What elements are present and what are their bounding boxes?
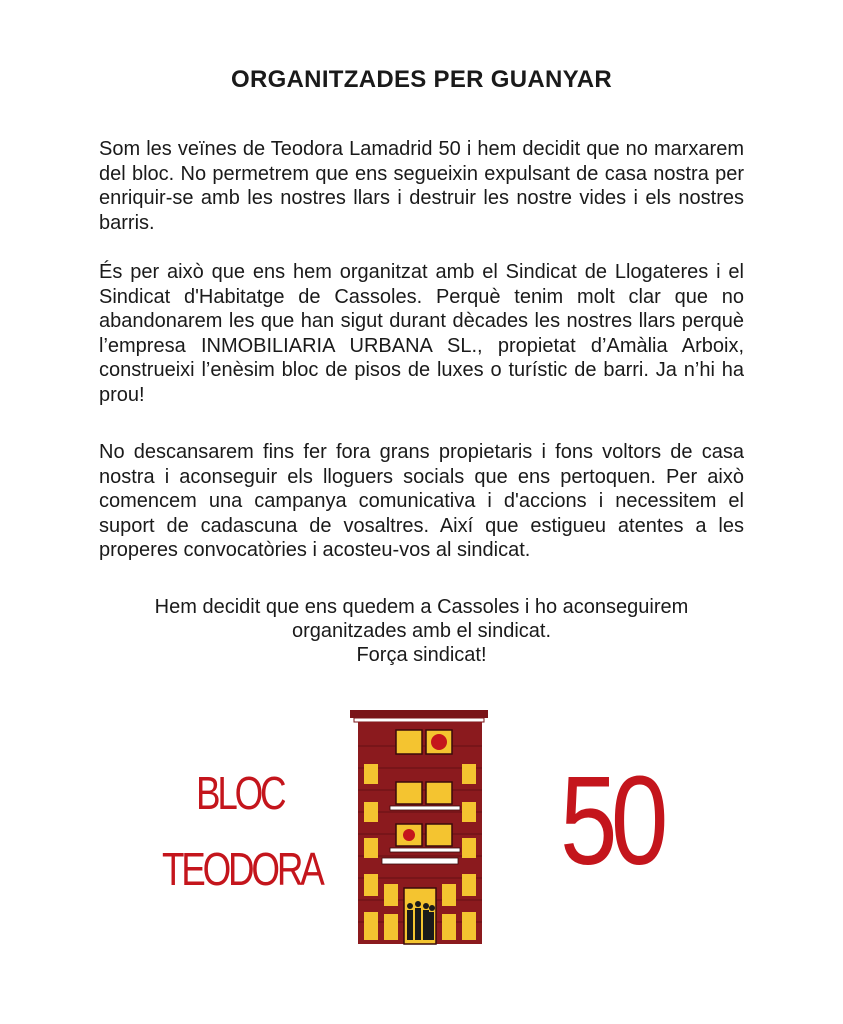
window bbox=[426, 824, 452, 846]
window bbox=[442, 884, 456, 906]
logo-word-teodora: TEODORA bbox=[162, 843, 322, 895]
closing-line-2: organitzades amb el sindicat. bbox=[291, 620, 552, 642]
window bbox=[364, 912, 378, 940]
window bbox=[384, 884, 398, 906]
paragraph-2: És per això que ens hem organitzat amb el Sindicat de Llogateres i el Sindicat d'Habitatge de Cassoles. Perquè tenim molt clar que no abandonarem les que han sigut durant dècades les nostres llars perquè l’empresa INMOBILIARIA URBANA SL., propietat d’Amàlia Arboix, construeixi l’enèsim bloc de pisos de luxes o turístic de barri. Ja n’hi ha prou! bbox=[99, 261, 744, 406]
logo-number: 50 bbox=[560, 750, 662, 891]
ledge bbox=[382, 858, 458, 864]
sindicat-badge-icon bbox=[431, 734, 447, 750]
closing-line-3: Força sindicat! bbox=[356, 644, 487, 666]
window bbox=[396, 782, 422, 804]
roof-cornice bbox=[350, 710, 488, 718]
balcony bbox=[390, 806, 460, 810]
roof-trim bbox=[354, 718, 484, 722]
window bbox=[462, 764, 476, 784]
window bbox=[462, 802, 476, 822]
window bbox=[442, 914, 456, 940]
paragraph-1: Som les veïnes de Teodora Lamadrid 50 i hem decidit que no marxarem del bloc. No permetrem que ens segueixin expulsant de casa nostra per enriquir-se amb les nostres llars i destruir les nostre vides i els nostres barris. bbox=[99, 138, 744, 234]
paragraph-3: No descansarem fins fer fora grans propietaris i fons voltors de casa nostra i aconseguir els lloguers socials que ens pertoquen. Per això comencem una campanya comunicativa i d'accions i necessitem el suport de cadascuna de vosaltres. Així que estigueu atentes a les properes convocatòries i acosteu-vos al sindicat. bbox=[99, 441, 744, 561]
window bbox=[462, 912, 476, 940]
window bbox=[426, 782, 452, 804]
window bbox=[364, 764, 378, 784]
window bbox=[462, 874, 476, 896]
window bbox=[364, 838, 378, 858]
window bbox=[364, 802, 378, 822]
logo-word-bloc: BLOC bbox=[196, 767, 284, 819]
window bbox=[462, 838, 476, 858]
window bbox=[384, 914, 398, 940]
balcony bbox=[390, 848, 460, 852]
page-title: ORGANITZADES PER GUANYAR bbox=[230, 66, 613, 93]
building-illustration bbox=[344, 706, 494, 946]
closing-line-1: Hem decidit que ens quedem a Cassoles i ho aconseguirem bbox=[154, 596, 689, 618]
closing-statement bbox=[0, 595, 843, 667]
fist-icon bbox=[403, 829, 415, 841]
window bbox=[396, 730, 422, 754]
window bbox=[364, 874, 378, 896]
